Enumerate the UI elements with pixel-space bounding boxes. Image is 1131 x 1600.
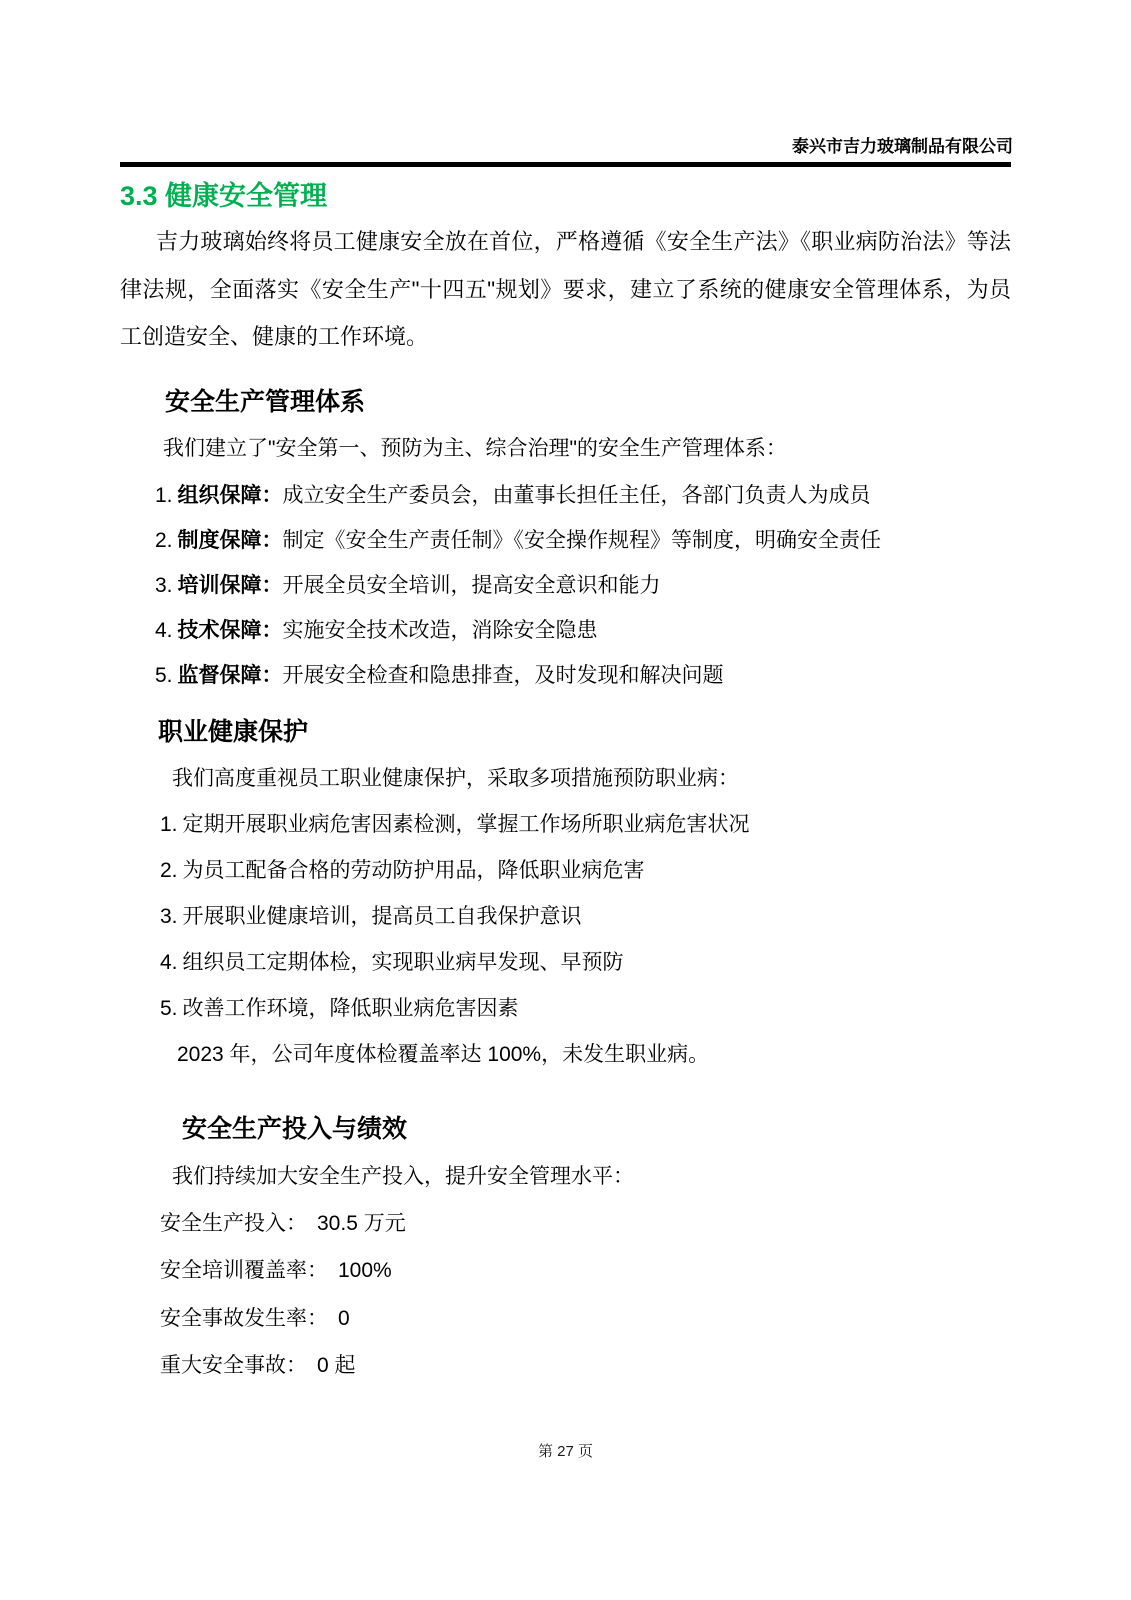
metric-value: 30.5 万元 — [317, 1211, 406, 1235]
header-rule — [120, 162, 1011, 167]
list-item-number: 2. — [160, 858, 178, 882]
page-header — [120, 136, 1013, 158]
list-item-number: 3. — [155, 573, 173, 597]
list-item — [155, 616, 1011, 646]
list-item-number: 3. — [160, 904, 178, 928]
list-item-text: 为员工配备合格的劳动防护用品，降低职业病危害 — [182, 858, 645, 882]
list-item — [155, 661, 1011, 691]
list-item-text: 定期开展职业病危害因素检测，掌握工作场所职业病危害状况 — [182, 812, 750, 836]
list-item-number: 1. — [155, 483, 173, 507]
health-check-summary: 2023 年，公司年度体检覆盖率达 100%，未发生职业病。 — [177, 1042, 710, 1066]
heading-safety-investment: 安全生产投入与绩效 — [182, 1114, 408, 1143]
list-item-number: 1. — [160, 812, 178, 836]
safety-system-list — [155, 481, 1011, 691]
heading-occupational-health: 职业健康保护 — [158, 717, 309, 746]
metric-row — [160, 1351, 1011, 1381]
occupational-health-list — [160, 810, 1011, 1024]
list-item — [160, 810, 1011, 840]
list-item-number: 4. — [160, 950, 178, 974]
list-item-number: 4. — [155, 618, 173, 642]
page-title: 3.3 健康安全管理 — [120, 181, 328, 211]
list-item-label: 组织保障： — [177, 483, 283, 507]
list-item-text: 开展全员安全培训，提高安全意识和能力 — [282, 573, 661, 597]
safety-investment-intro: 我们持续加大安全生产投入，提升安全管理水平： — [172, 1164, 634, 1188]
list-item-label: 制度保障： — [177, 528, 283, 552]
list-item-text: 开展安全检查和隐患排查，及时发现和解决问题 — [282, 663, 724, 687]
list-item-text: 实施安全技术改造，消除安全隐患 — [282, 618, 598, 642]
metric-label: 安全生产投入： — [160, 1211, 307, 1235]
list-item-text: 制定《安全生产责任制》《安全操作规程》等制度，明确安全责任 — [282, 528, 882, 552]
list-item-label: 技术保障： — [177, 618, 283, 642]
heading-safety-production-system: 安全生产管理体系 — [165, 387, 366, 416]
list-item-number: 5. — [155, 663, 173, 687]
page-footer-number: 第 27 页 — [537, 1443, 594, 1460]
list-item-text: 改善工作环境，降低职业病危害因素 — [182, 996, 519, 1020]
occupational-health-intro: 我们高度重视员工职业健康保护，采取多项措施预防职业病： — [172, 766, 739, 790]
metric-value: 0 — [338, 1306, 350, 1330]
list-item — [160, 856, 1011, 886]
list-item-label: 监督保障： — [177, 663, 283, 687]
metric-row — [160, 1304, 1011, 1334]
metric-label: 重大安全事故： — [160, 1354, 307, 1377]
header-company-name: 泰兴市吉力玻璃制品有限公司 — [792, 137, 1013, 156]
metric-row — [160, 1256, 1011, 1286]
list-item-text: 组织员工定期体检，实现职业病早发现、早预防 — [182, 950, 624, 974]
metric-value: 0 起 — [317, 1354, 356, 1377]
list-item-text: 成立安全生产委员会，由董事长担任主任，各部门负责人为成员 — [282, 483, 871, 507]
metric-row — [160, 1209, 1011, 1239]
intro-paragraph: 吉力玻璃始终将员工健康安全放在首位，严格遵循《安全生产法》《职业病防治法》等法律法规，全面落实《安全生产"十四五"规划》要求，建立了系统的健康安全管理体系，为员工创造安全、健康的工作环境。 — [120, 229, 1011, 349]
list-item — [160, 948, 1011, 978]
metric-value: 100% — [338, 1259, 392, 1282]
list-item — [160, 902, 1011, 932]
list-item — [155, 526, 1011, 556]
list-item — [155, 481, 1011, 511]
list-item-text: 开展职业健康培训，提高员工自我保护意识 — [182, 904, 582, 928]
list-item — [155, 571, 1011, 601]
safety-system-intro: 我们建立了"安全第一、预防为主、综合治理"的安全生产管理体系： — [163, 436, 787, 460]
list-item-label: 培训保障： — [177, 573, 283, 597]
list-item — [160, 994, 1011, 1024]
list-item-number: 5. — [160, 996, 178, 1020]
metric-label: 安全事故发生率： — [160, 1306, 328, 1330]
safety-metrics — [160, 1209, 1011, 1382]
metric-label: 安全培训覆盖率： — [160, 1259, 328, 1282]
list-item-number: 2. — [155, 528, 173, 552]
